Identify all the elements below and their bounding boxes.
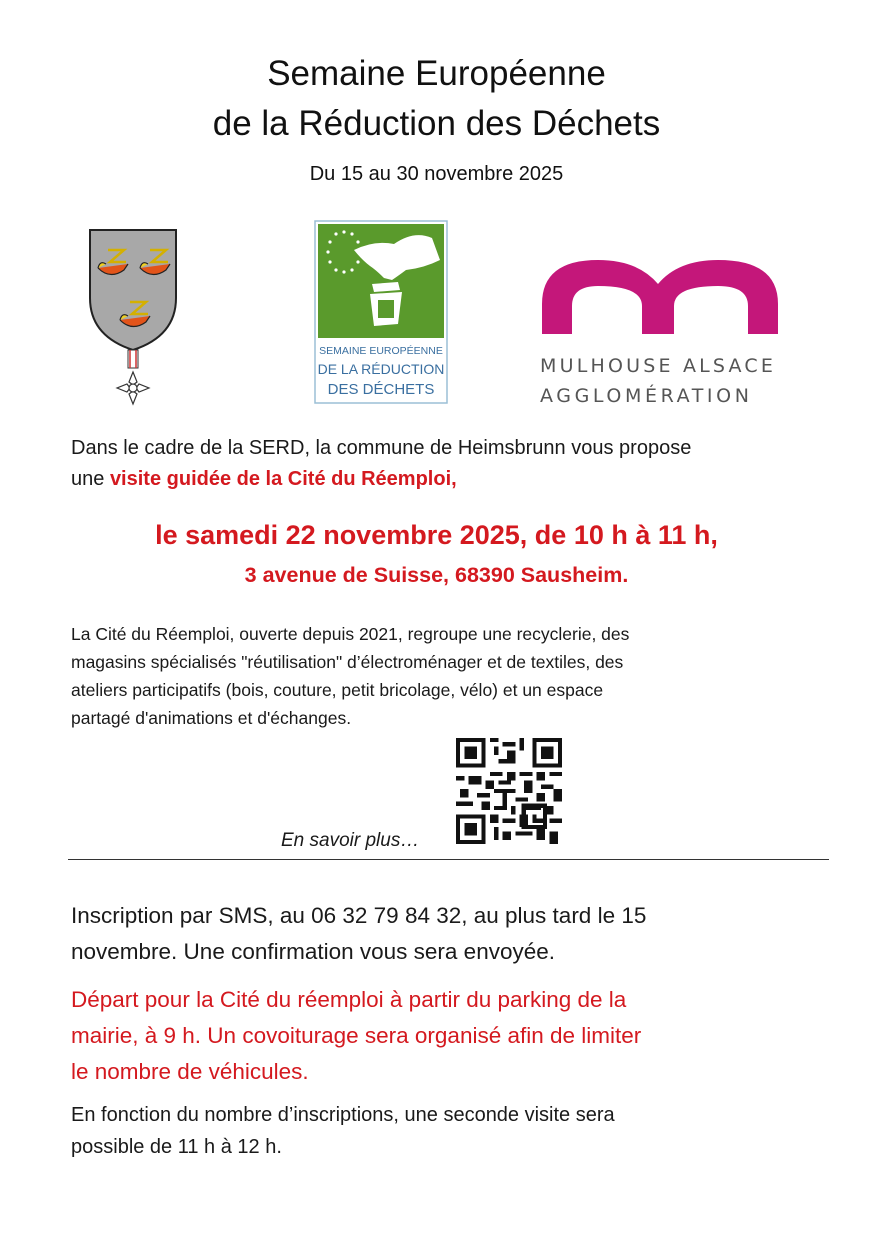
page-title-line1: Semaine Européenne (267, 54, 606, 93)
section-divider (68, 859, 829, 860)
event-dates: Du 15 au 30 novembre 2025 (309, 163, 564, 185)
learn-more-label: En savoir plus… (281, 830, 420, 851)
intro-line1: Dans le cadre de la SERD, la commune de Heimsbrunn vous propose (71, 437, 692, 459)
departure-line: Départ pour la Cité du réemploi à partir du parking de la (71, 987, 627, 1012)
note-line: En fonction du nombre d’inscriptions, une seconde visite sera (71, 1104, 615, 1126)
intro-highlight: visite guidée de la Cité du Réemploi, (109, 468, 457, 490)
description-line: La Cité du Réemploi, ouverte depuis 2021, regroupe une recyclerie, des (71, 624, 630, 644)
serd-logo (314, 220, 448, 404)
intro-line2 (71, 465, 457, 493)
m2a-logo-line1: MULHOUSE ALSACE (540, 355, 777, 377)
description-line: ateliers participatifs (bois, couture, petit bricolage, vélo) et un espace (71, 680, 604, 700)
note-line: possible de 11 h à 12 h. (71, 1136, 282, 1158)
serd-logo-line2: DE LA RÉDUCTION (317, 361, 445, 377)
departure-line: mairie, à 9 h. Un covoiturage sera organisé afin de limiter (71, 1023, 642, 1048)
serd-logo-line3: DES DÉCHETS (327, 381, 435, 398)
intro-prefix: une (71, 468, 110, 490)
registration-line: Inscription par SMS, au 06 32 79 84 32, au plus tard le 15 (71, 903, 647, 928)
event-when: le samedi 22 novembre 2025, de 10 h à 11 h, (155, 520, 718, 550)
departure-line: le nombre de véhicules. (71, 1059, 309, 1084)
description-line: magasins spécialisés "réutilisation" d’électroménager et de textiles, des (71, 652, 624, 672)
m2a-logo-line2: AGGLOMÉRATION (540, 385, 753, 406)
qr-code-icon[interactable] (456, 738, 562, 844)
registration-line: novembre. Une confirmation vous sera envoyée. (71, 939, 556, 964)
event-where: 3 avenue de Suisse, 68390 Sausheim. (244, 563, 629, 587)
mulhouse-alsace-agglomeration-logo (538, 256, 784, 406)
description-line: partagé d'animations et d'échanges. (71, 708, 352, 728)
heimsbrunn-coat-of-arms-icon (88, 228, 178, 408)
page-title-line2: de la Réduction des Déchets (212, 104, 661, 143)
serd-logo-line1: SEMAINE EUROPÉENNE (319, 345, 443, 357)
